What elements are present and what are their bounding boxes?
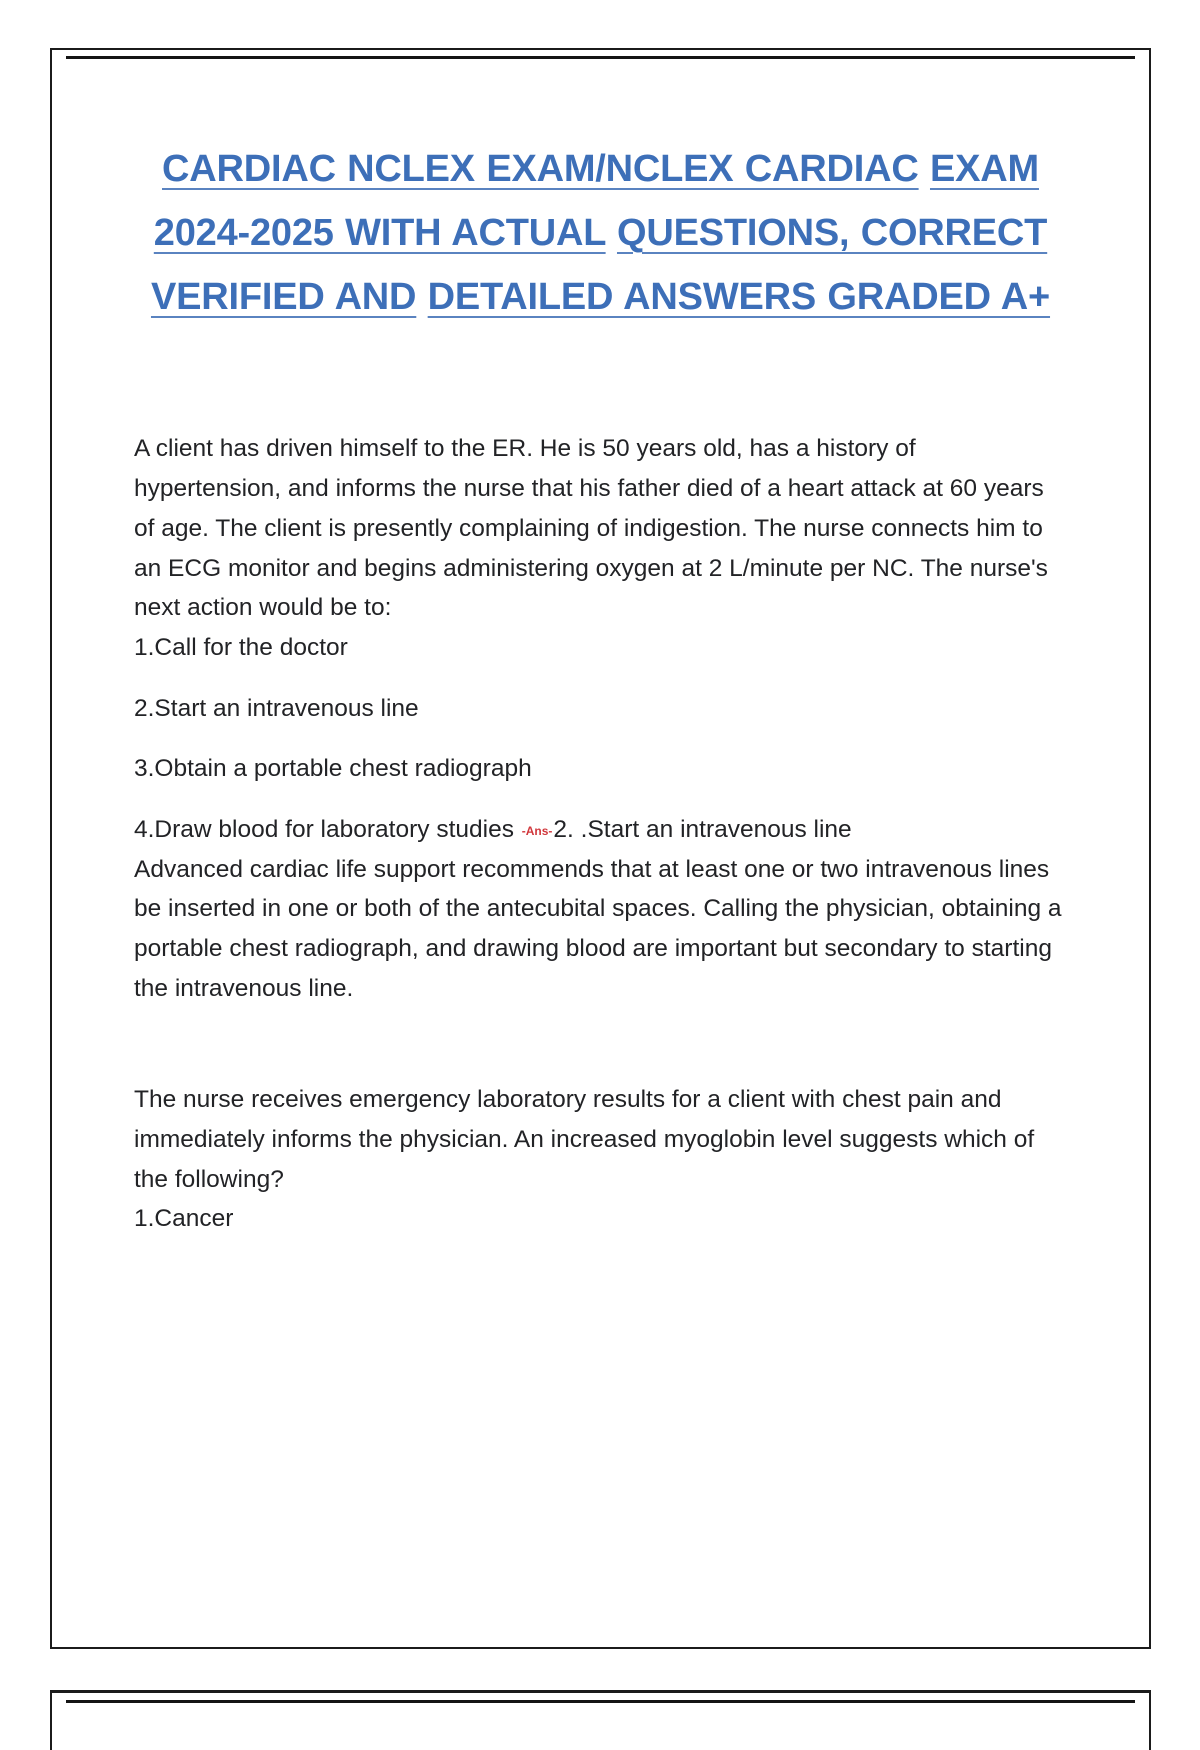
answer-marker: -Ans- [521,823,553,838]
document-page [50,48,1151,1649]
title-line-4: DETAILED ANSWERS GRADED A+ [427,275,1051,318]
next-document-page [50,1690,1151,1750]
question-2-stem: The nurse receives emergency laboratory results for a client with chest pain and immediately informs the physician. An increased myoglobin level suggests which of the following? [134,1086,1035,1193]
question-2-block [134,1080,1067,1239]
question-1-stem: A client has driven himself to the ER. He is 50 years old, has a history of hypertension, and informs the nurse that his father died of a heart attack at 60 years of age. The client is presently complaining of indigestion. The nurse connects him to an ECG monitor and begins administering oxygen at 2 L/minute per NC. The nurse's next action would be to: [134,435,1048,622]
page-content [52,50,1149,1647]
title-line-2: EXAM 2024-2025 WITH ACTUAL [153,148,1039,254]
question-1-option-4-label: 4.Draw blood for laboratory studies [134,815,521,843]
question-1-answer-text: 2. .Start an intravenous line [553,815,852,843]
question-1-block [134,429,1067,1008]
title-line-3: QUESTIONS, CORRECT VERIFIED AND [150,211,1048,318]
question-2-option-1: 1.Cancer [134,1205,234,1233]
next-page-top-rule [66,1700,1135,1703]
question-1-option-1: 1.Call for the doctor [134,633,348,661]
question-1-rationale: Advanced cardiac life support recommends that at least one or two intravenous lines be inserted in one or both of the antecubital spaces. Calling the physician, obtaining a portable chest radiograph, and drawing blood are important but secondary to starting the intravenous line. [134,855,1062,1002]
question-1-option-3: 3.Obtain a portable chest radiograph [134,755,532,783]
title-line-1: CARDIAC NCLEX EXAM/NCLEX CARDIAC [162,148,919,190]
page-title [134,138,1067,329]
question-1-option-2: 2.Start an intravenous line [134,694,419,722]
question-1-option-4-with-answer [134,810,1067,850]
